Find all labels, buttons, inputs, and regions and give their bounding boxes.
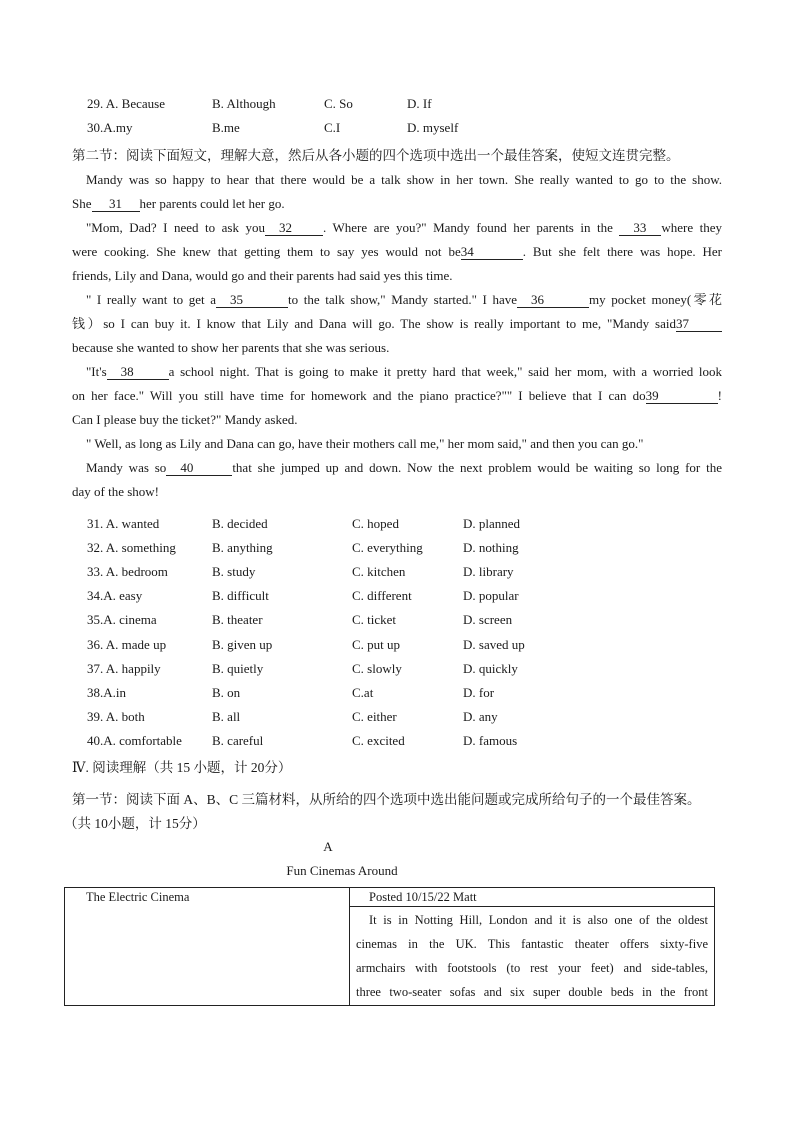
option-d: D. nothing [463,540,519,555]
option-c: C. either [352,709,397,724]
option-b: B. study [212,564,256,579]
option-a: 29. A. Because [87,96,165,111]
option-a: 30.A.my [87,120,133,135]
option-a: 34.A. easy [87,588,143,603]
passage-line: "Mom, Dad? I need to ask you 32 . Where are you?" Mandy found her parents in the 33 where they [86,220,722,235]
option-c: C. everything [352,540,423,555]
blank-39[interactable]: 39 [646,388,718,404]
blank-31[interactable]: 31 [92,196,140,212]
option-c: C. slowly [352,661,402,676]
option-c: C. kitchen [352,564,406,579]
passage-line: day of the show! [72,484,160,499]
blank-35[interactable]: 35 [216,292,288,308]
option-a: 38.A.in [87,685,126,700]
option-c: C. ticket [352,612,397,627]
posted-label: Posted 10/15/22 Matt [369,890,477,904]
option-c: C. So [324,96,353,111]
blank-34[interactable]: 34 [461,244,523,260]
passage-line: Mandy was so happy to hear that there would be a talk show in her town. She really wanted to go to the show. [86,172,722,187]
passage-line: on her face." Will you still have time for homework and the piano practice?"" I believe that I can do39 ! [72,388,722,403]
passage-line: Can I please buy the ticket?" Mandy asked. [72,412,298,427]
option-a: 39. A. both [87,709,145,724]
option-c: C.at [352,685,374,700]
option-a: 37. A. happily [87,661,161,676]
part4-heading: Ⅳ. 阅读理解（共 15 小题，计 20分） [72,760,292,775]
reading-a-title: Fun Cinemas Around [286,863,398,878]
option-d: D. myself [407,120,459,135]
section1-heading: 第一节：阅读下面 A、B、C 三篇材料，从所给的四个选项中选出能问题或完成所给句子的一个最佳答案。 [72,792,701,807]
option-b: B. decided [212,516,268,531]
option-b: B. quietly [212,661,264,676]
option-b: B. on [212,685,241,700]
blank-36[interactable]: 36 [517,292,589,308]
cinema-name: The Electric Cinema [86,890,190,904]
cinema-name-cell [65,888,350,1006]
option-c: C. hoped [352,516,399,531]
section1-note: （共 10小题，计 15分） [64,816,206,831]
description-line: It is in Notting Hill, London and it is also one of the oldest [369,913,708,927]
option-b: B. Although [212,96,276,111]
option-c: C. different [352,588,412,603]
option-d: D. library [463,564,514,579]
option-d: D. popular [463,588,519,603]
option-d: D. quickly [463,661,518,676]
option-a: 33. A. bedroom [87,564,168,579]
cloze-passage [72,168,722,504]
option-c: C. excited [352,733,405,748]
option-b: B. anything [212,540,273,555]
cinema-table [64,887,715,1006]
description-line: three two-seater sofas and six super double beds in the front [356,985,708,999]
posted-cell [350,888,715,907]
option-b: B. careful [212,733,264,748]
option-a: 40.A. comfortable [87,733,182,748]
section2-heading: 第二节：阅读下面短文，理解大意，然后从各小题的四个选项中选出一个最佳答案，使短文连贯完整。 [72,148,680,163]
option-b: B. given up [212,637,273,652]
option-d: D. screen [463,612,513,627]
passage-line: because she wanted to show her parents that she was serious. [72,340,390,355]
option-b: B. theater [212,612,263,627]
passage-line: were cooking. She knew that getting them to say yes would not be34 . But she felt there was hope. Her [72,244,723,259]
option-c: C. put up [352,637,401,652]
option-d: D. saved up [463,637,525,652]
option-c: C.I [324,120,341,135]
passage-line: She 31 her parents could let her go. [72,196,285,211]
description-cell [350,907,715,1006]
option-d: D. famous [463,733,518,748]
blank-37[interactable]: 37 [676,316,722,332]
description-line: armchairs with footstools (to rest your feet) and side-tables, [356,961,708,975]
option-d: D. for [463,685,495,700]
blank-32[interactable]: 32 [265,220,323,236]
option-a: 36. A. made up [87,637,167,652]
blank-33[interactable]: 33 [619,220,661,236]
passage-line: " I really want to get a 35 to the talk show," Mandy started." I have 36 my pocket money(零花 [86,292,723,307]
description-line: cinemas in the UK. This fantastic theater offers sixty-five [356,937,708,951]
passage-line: "It's 38 a school night. That is going to make it pretty hard that week," said her mom, with a worried look [86,364,722,379]
reading-a-letter: A [323,839,333,854]
passage-line: friends, Lily and Dana, would go and their parents had said yes this time. [72,268,453,283]
option-a: 32. A. something [87,540,176,555]
passage-line: " Well, as long as Lily and Dana can go, have their mothers call me," her mom said," and then you can go." [86,436,644,451]
option-a: 35.A. cinema [87,612,157,627]
option-d: D. any [463,709,498,724]
option-d: D. If [407,96,432,111]
option-d: D. planned [463,516,521,531]
blank-38[interactable]: 38 [107,364,169,380]
blank-40[interactable]: 40 [166,460,232,476]
passage-line: 钱）so I can buy it. I know that Lily and Dana will go. The show is really important to me, "Mandy said37 [72,312,722,336]
option-b: B. all [212,709,241,724]
option-a: 31. A. wanted [87,516,160,531]
passage-line: Mandy was so 40 that she jumped up and down. Now the next problem would be waiting so long for the [86,460,722,475]
option-b: B.me [212,120,240,135]
option-b: B. difficult [212,588,269,603]
